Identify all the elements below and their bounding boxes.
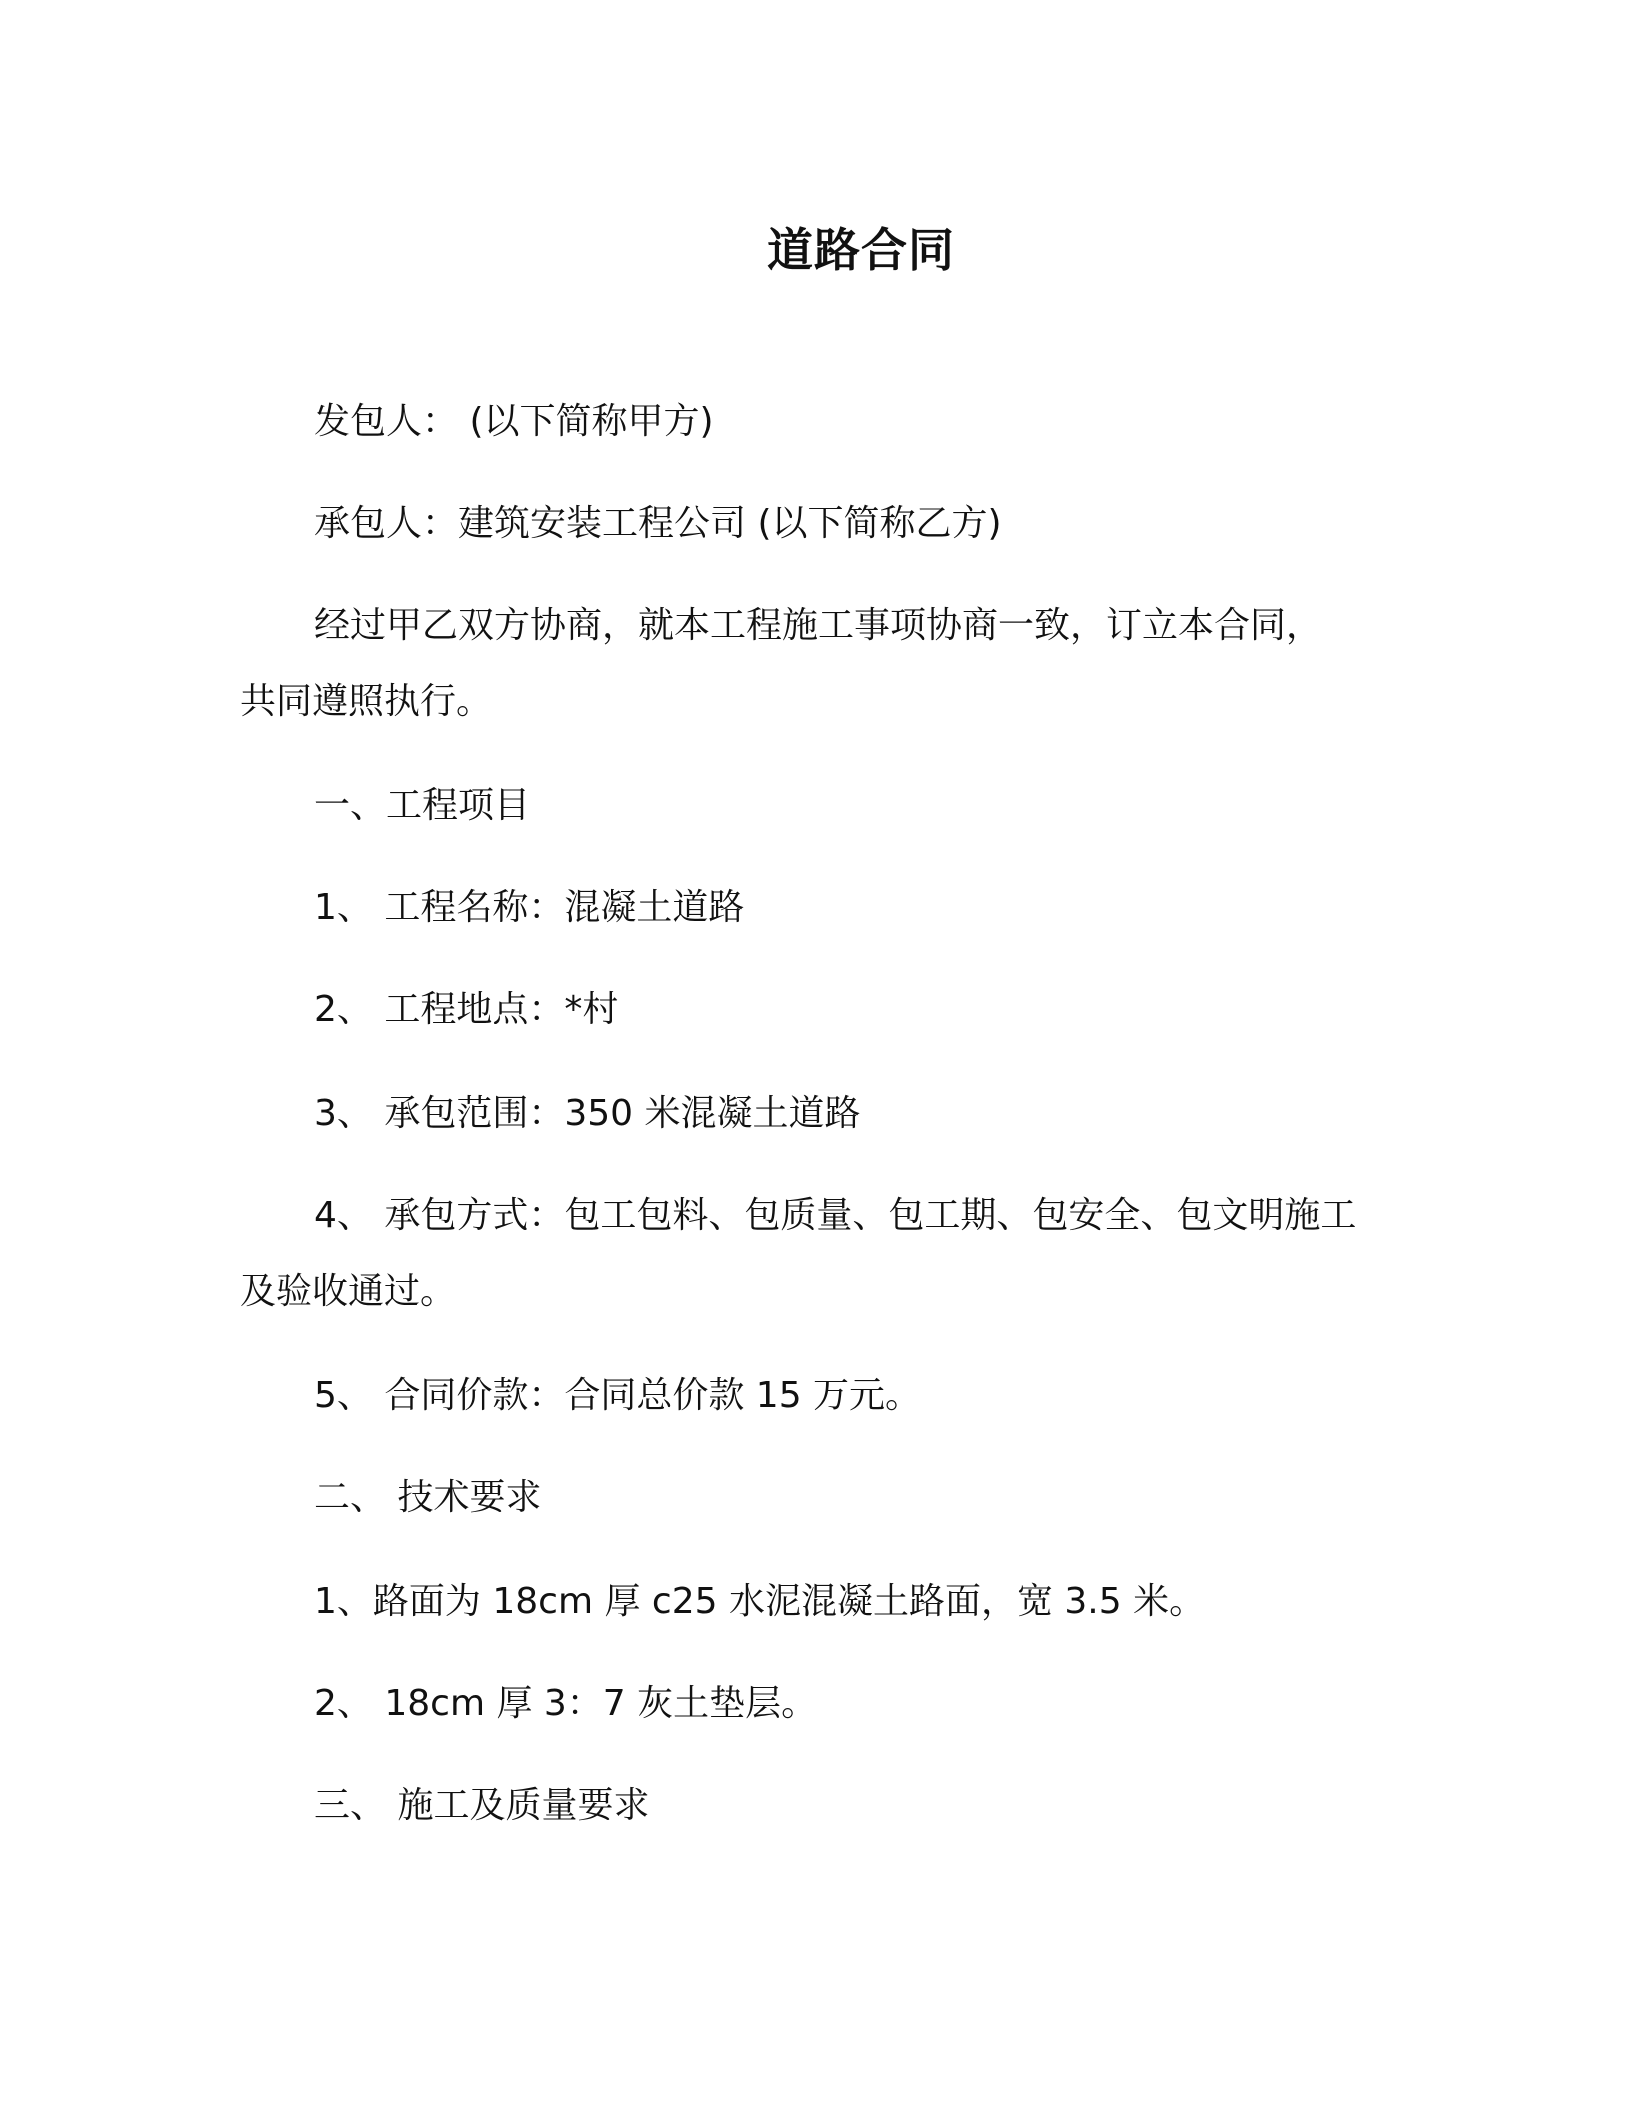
section-2-item-1: 1、路面为 18cm 厚 c25 水泥混凝土路面，宽 3.5 米。	[314, 1581, 1206, 1622]
section-1-item-4-line-2: 及验收通过。	[240, 1271, 457, 1312]
document-title: 道路合同	[767, 223, 955, 277]
section-2-item-2: 2、 18cm 厚 3：7 灰土垫层。	[314, 1683, 818, 1724]
section-1-item-2: 2、 工程地点：*村	[314, 989, 619, 1030]
section-1-item-3: 3、 承包范围：350 米混凝土道路	[314, 1093, 861, 1134]
preamble-line-2: 共同遵照执行。	[240, 681, 493, 722]
preamble-line-1: 经过甲乙双方协商，就本工程施工事项协商一致，订立本合同，	[314, 605, 1323, 646]
section-2-heading: 二、 技术要求	[314, 1477, 542, 1518]
section-1-item-4-line-1: 4、 承包方式：包工包料、包质量、包工期、包安全、包文明施工	[314, 1195, 1357, 1236]
section-1-item-1: 1、 工程名称：混凝土道路	[314, 887, 745, 928]
section-1-item-5: 5、 合同价款：合同总价款 15 万元。	[314, 1375, 922, 1416]
section-3-heading: 三、 施工及质量要求	[314, 1785, 650, 1826]
party-a-line: 发包人： (以下简称甲方)	[314, 401, 714, 442]
party-b-line: 承包人：建筑安装工程公司 (以下简称乙方)	[314, 503, 1002, 544]
section-1-heading: 一、工程项目	[314, 785, 531, 826]
